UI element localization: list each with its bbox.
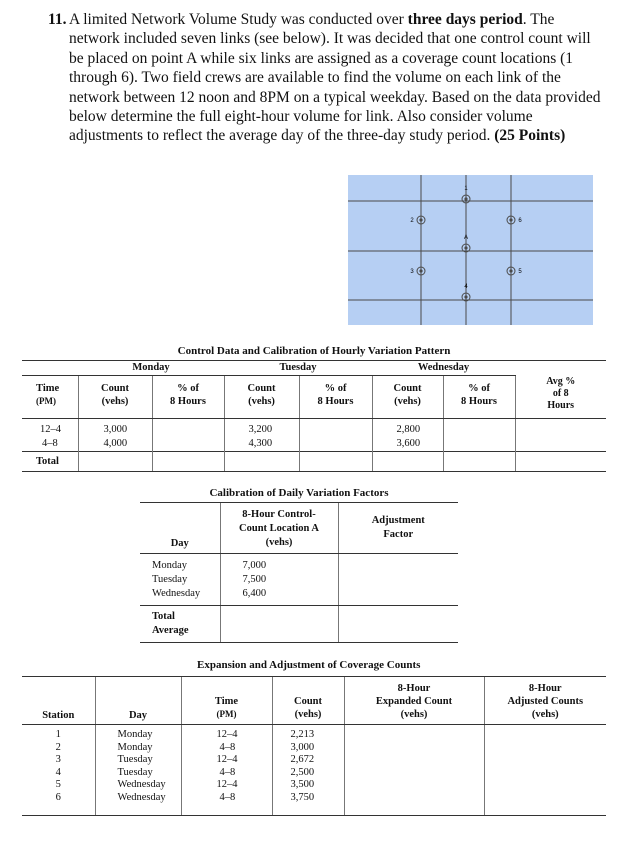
- problem-statement: [48, 10, 608, 146]
- adjusted-count-cell: [484, 725, 606, 816]
- adjustment-factor-header-line: Adjustment: [371, 515, 425, 526]
- pct-header: [299, 376, 372, 419]
- count-cell: 3,750: [290, 791, 315, 803]
- count-unit: (vehs): [294, 709, 322, 720]
- count-list: [220, 554, 338, 606]
- total-cell: [220, 606, 338, 643]
- station-1-label: 1: [464, 186, 468, 192]
- count-cell: 2,672: [290, 754, 315, 765]
- table2-caption: Calibration of Daily Variation Factors: [209, 487, 389, 499]
- station-cell: 1: [55, 729, 61, 740]
- day-header: Day: [140, 503, 220, 554]
- pct-header: [443, 376, 515, 419]
- adjustment-factor-header-line: Factor: [383, 529, 414, 540]
- station-3-label: 3: [410, 269, 414, 275]
- total-average-row: [140, 606, 458, 643]
- station-3-marker: [410, 267, 425, 275]
- problem-text-part: . The network included seven links (see below). It was decided that one control count will be placed on point A while six links are assigned as a coverage count locations (1 through 6). Two field crews are available to find the volume on each link of the network between 12 noon and 8PM on a typical weekday. Based on the data provided below determine the full eight-hour volume for link. Also consider volume adjustments to reflect the average day of the three-day study period.: [69, 11, 601, 145]
- total-cell: [515, 452, 606, 472]
- time-cell: 4–8: [219, 741, 236, 753]
- pct-header-label: % of: [468, 383, 490, 394]
- avg-cell: [515, 437, 606, 452]
- count-header-label: Count: [247, 383, 276, 394]
- pct-unit: 8 Hours: [170, 396, 206, 407]
- count-header-label: Count: [293, 696, 322, 707]
- pct-cell: [299, 437, 372, 452]
- count-cell: 3,600: [372, 437, 443, 452]
- day-header: Day: [95, 677, 181, 725]
- time-cell: 12–4: [216, 754, 238, 765]
- table3-caption: Expansion and Adjustment of Coverage Counts: [197, 659, 421, 671]
- station-1-marker: [462, 186, 470, 203]
- time-cell: 12–4: [216, 729, 238, 740]
- count-cell: 2,500: [290, 766, 315, 778]
- table-row: [22, 419, 606, 438]
- adjusted-count-header: [484, 677, 606, 725]
- network-diagram-svg: [348, 175, 593, 325]
- count-cell: 7,000: [242, 560, 267, 571]
- day-list: [95, 725, 181, 816]
- time-cell: 4–8: [219, 766, 236, 778]
- total-cell: [152, 452, 224, 472]
- station-5-marker: [507, 267, 522, 275]
- pct-unit: 8 Hours: [461, 396, 497, 407]
- total-row: [22, 452, 606, 472]
- count-cell: 3,500: [290, 779, 315, 790]
- pct-cell: [299, 419, 372, 438]
- count-header-label: Count: [393, 383, 422, 394]
- count-header: [224, 376, 299, 419]
- problem-text: [69, 10, 608, 146]
- avg-cell: [515, 419, 606, 438]
- count-cell: 3,200: [224, 419, 299, 438]
- expanded-count-header: [344, 677, 484, 725]
- day-cell: Tuesday: [117, 766, 153, 778]
- average-label: Average: [152, 625, 189, 636]
- station-list: [22, 725, 95, 816]
- time-cell: 12–4: [40, 424, 61, 435]
- control-point-a-marker: [462, 235, 470, 252]
- time-unit: (PM): [36, 396, 56, 406]
- time-header-label: Time: [214, 696, 239, 707]
- expanded-count-header-line: 8-Hour: [397, 683, 431, 694]
- time-unit: (PM): [216, 709, 237, 719]
- table-body: [22, 725, 606, 816]
- avg-header-line: Avg %: [546, 375, 576, 387]
- total-cell: [78, 452, 152, 472]
- total-cell: [443, 452, 515, 472]
- station-4-label: 4: [464, 284, 468, 290]
- station-header: Station: [22, 677, 95, 725]
- total-cell: [224, 452, 299, 472]
- coverage-counts-table: [22, 676, 606, 816]
- pct-header-label: % of: [177, 383, 199, 394]
- total-cell: [299, 452, 372, 472]
- count-cell: 4,300: [224, 437, 299, 452]
- total-label: Total: [22, 452, 78, 472]
- time-header: [181, 677, 272, 725]
- station-6-marker: [507, 216, 522, 224]
- control-count-header-line: 8-Hour Control-: [242, 509, 316, 520]
- station-cell: 2: [55, 741, 61, 753]
- blank: [22, 361, 78, 376]
- station-6-label: 6: [518, 218, 522, 224]
- time-cell: 4–8: [42, 438, 58, 449]
- day-cell: Tuesday: [117, 754, 153, 765]
- count-cell: 2,800: [372, 419, 443, 438]
- total-cell: [338, 606, 458, 643]
- pct-cell: [443, 419, 515, 438]
- time-header: [22, 376, 78, 419]
- hourly-variation-table: [22, 360, 606, 472]
- control-count-header-line: (vehs): [265, 537, 293, 548]
- control-point-a-label: A: [463, 235, 469, 241]
- day-header-monday: Monday: [78, 361, 224, 376]
- pct-header: [152, 376, 224, 419]
- station-cell: 3: [55, 754, 61, 765]
- day-header-tuesday: Tuesday: [224, 361, 372, 376]
- control-count-header-line: Count Location A: [239, 523, 319, 534]
- control-count-header: [220, 503, 338, 554]
- adjustment-factor-cell: [338, 554, 458, 606]
- pct-header-label: % of: [324, 383, 347, 394]
- count-cell: 6,400: [242, 588, 267, 599]
- blank: [515, 361, 606, 376]
- problem-number: 11.: [48, 11, 67, 28]
- day-cell: Monday: [117, 741, 153, 753]
- count-header: [372, 376, 443, 419]
- network-diagram: [348, 175, 593, 325]
- pct-cell: [152, 437, 224, 452]
- adjusted-count-header-line: (vehs): [531, 709, 559, 720]
- expanded-count-header-line: (vehs): [400, 709, 428, 720]
- time-cell: 4–8: [219, 791, 236, 803]
- day-cell: Monday: [152, 560, 187, 571]
- count-header: [78, 376, 152, 419]
- station-2-label: 2: [410, 218, 414, 224]
- day-cell: Wednesday: [117, 779, 166, 790]
- count-list: [272, 725, 344, 816]
- problem-points: (25 Points): [494, 127, 566, 145]
- adjusted-count-header-line: Adjusted Counts: [507, 696, 584, 707]
- count-cell: 2,213: [290, 729, 315, 740]
- table-row: [140, 554, 458, 606]
- day-cell: Wednesday: [152, 588, 201, 599]
- day-list: [140, 554, 220, 606]
- count-cell: 3,000: [78, 419, 152, 438]
- station-cell: 5: [55, 779, 61, 790]
- problem-text-part: A limited Network Volume Study was conducted over: [69, 11, 408, 28]
- table-row: [22, 437, 606, 452]
- total-average-labels: [140, 606, 220, 643]
- count-unit: (vehs): [248, 396, 275, 407]
- time-list: [181, 725, 272, 816]
- day-cell: Tuesday: [152, 574, 188, 585]
- expanded-count-cell: [344, 725, 484, 816]
- avg-header: [515, 376, 606, 419]
- avg-header-line: of 8: [552, 387, 569, 399]
- station-cell: 4: [55, 766, 61, 778]
- expanded-count-header-line: Expanded Count: [375, 696, 453, 707]
- pct-unit: 8 Hours: [317, 396, 354, 407]
- station-cell: 6: [55, 791, 61, 803]
- adjusted-count-header-line: 8-Hour: [528, 683, 562, 694]
- count-header-label: Count: [100, 383, 129, 394]
- table1-caption: Control Data and Calibration of Hourly Variation Pattern: [177, 345, 451, 357]
- time-cell: 12–4: [216, 779, 238, 790]
- count-cell: 3,000: [290, 741, 315, 753]
- station-2-marker: [410, 216, 425, 224]
- station-4-marker: [462, 284, 470, 301]
- count-header: [272, 677, 344, 725]
- avg-header-line: Hours: [547, 399, 575, 411]
- day-cell: Wednesday: [117, 791, 166, 803]
- station-5-label: 5: [518, 269, 522, 275]
- pct-cell: [443, 437, 515, 452]
- count-cell: 4,000: [78, 437, 152, 452]
- day-cell: Monday: [117, 729, 153, 740]
- total-label: Total: [152, 611, 175, 622]
- total-cell: [372, 452, 443, 472]
- count-unit: (vehs): [394, 396, 421, 407]
- daily-variation-table: [140, 502, 458, 643]
- count-unit: (vehs): [101, 396, 129, 407]
- count-cell: 7,500: [242, 574, 267, 585]
- pct-cell: [152, 419, 224, 438]
- time-header-label: Time: [36, 383, 60, 394]
- problem-text-bold: three days period: [407, 11, 523, 28]
- day-header-wednesday: Wednesday: [372, 361, 515, 376]
- adjustment-factor-header: [338, 503, 458, 554]
